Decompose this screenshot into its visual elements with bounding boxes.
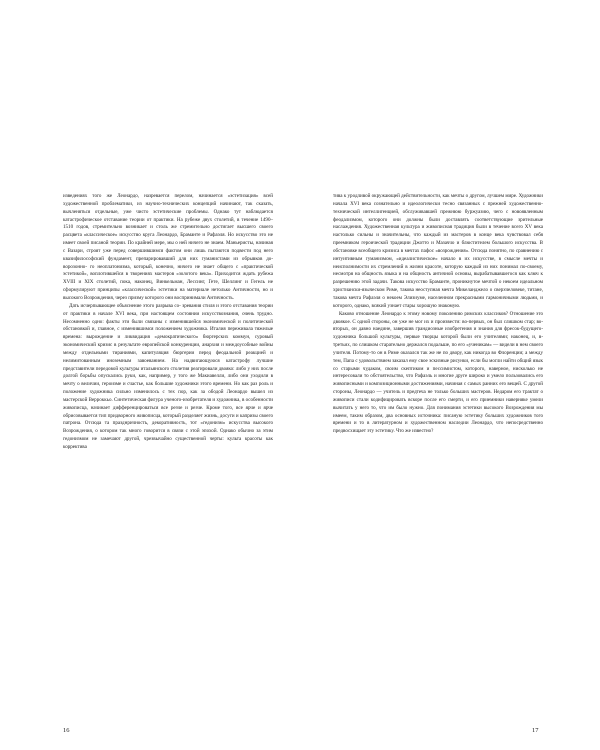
left-paragraph-2: Дать исчерпывающее объяснение этого разрыва со- зревания стиля и этого отставания теории от практики в начале XVI века, при настоящем состоянии искусствознания, очень трудно. Несомненно одно: факты эти были связаны с изменившейся экономической и политической обстановкой и, главное, с изменившимся положением художника. Италия переживала тяжелые времена: вырождение и ликвидация «демократического» бюргерских коммун, суровый экономический кризис в результате европейской конкуренции, анархия и междоусобные войны между отдельными тираниями, капитуляция бюргерии перед феодальной реакцией и нелимитованным иноземным завоеванием. На надвигающуюся катастрофу лучшие представители передовой культуры итальянского столетия реагировали двояко: либо у них после долгой борьбы опускались руки, как, например, у того же Макиавелли, либо они уходили в мечту о величии, героизме и счастье, как большие художники этого времени. Но как раз роль и положение художника сильно изменилось с тех пор, как за ободой Леонардо вышел из мастерской Верроккьо. Синтетическая фигура ученого-изобретателя и художника, в особенности живописца, начинает дифференцироваться все резче и резче. Кроме того, все ярче и ярче обрисовывается тип придворного живописца, который разделяет жизнь, досуги и капризы своего патрона. Отсюда та празднричность, декоративность, тот «гедонизм» искусства высокого Возрождения, о котором так много говорится в связи с этой эпохой. Однако обычно за этим гедонизмом не замечают другой, чрезвычайно существенной черты: культа красоты как корректива (63, 302, 273, 450)
left-page-number: 16 (63, 727, 70, 734)
right-page-text (333, 193, 543, 436)
left-page-text (63, 193, 273, 452)
right-paragraph-2: Каково отношение Леонардо к этому новому поколению римских классиков? Отношение это двоякое. С одной стороны, он уже не мог их и произвести: во-первых, он был слишком стар; во-вторых, он давно наедине, завершив грандиозные изобретения и знания для фресок-будущего-художника большой культуры, первые творцы которой были его учителями; наконец, и, в-третьих, по слишком старательно держался подальше, по его «ученикам» — видели в нем своего учителя. Потому-то он в Риме оказался так же не по двору, как никогда во Флоренции; а между тем, Папа с удовольствием заказал ему свое эскизные рисунки, если бы могли найти общий язык со старыми чудаком, своим скептиком и пессимистом, которого, наверное, нисколько не интересовали то обстоятельство, что Рафаэль и многие друге широко и умело пользовались его живописными и композиционными достижениями, начиная с самых ранних его вещей. С другой стороны, Леонардо — учитель и предтеча не только больших мастеров. Недаром его трактат о живописи стали кодифицировать вскоре после его смерти, и его приемники наверняке умели вычитать у него то, что им было нужно. Для понимания эстетики высокого Возрождения мы имеем, таким образом, два основных источника: писаную эстетику больших художников того времени и то в литературном и художественном наследии Леонардо, что непосредственно предвосхищает эту эстетику. Что же известно? (333, 310, 543, 435)
left-paragraph-1: изведениях того же Леонардо, назревается перелом, начинается «эстетизация» всей художественной проблематики, из научно-технических концепций начинают, так сказать, вычленяться отдельные, уже чисто эстетические проблемы. Однако тут наблюдается катастрофическое отставание теории от практики. На рубеже двух столетий, в течение 1490–1510 годов, стремительно возникает и столь же стремительно достигает высшего своего расцвета «классическое» искусство круга Леонардо, Браманте и Рафаэля. Но искусство это не имеет своей писаной теории. По крайней мере, мы о ней ничего не знаем. Маньеристы, начиная с Вазари, строят уже перед совершившимся фактом они лишь пытаются подвести под него квазифилософский фундамент, препарировавший для них гуманистами из обрывков до-ворозонно- го неоплатонизма, который, конечно, ничего не знает общего с «практической эстетикой», воплотившейся в творениях мастеров «золотого века». Приходится ждать рубежа XVIII и XIX столетий, пока, наконец, Винкельман, Лессинг, Гете, Шеллинг и Гегель не сформулируют принципы «классической» эстетики на материале нетолько Античности, но и высокого Возрождения, через призму которого они воспринимали Античность. (63, 193, 273, 301)
right-page-number: 17 (532, 727, 539, 734)
right-paragraph-1: тива к уродливой окружающей действительности, как мечты о другом, лучшем мире. Художники начала XVI века сознательно и идеологически тесно связанных с прежней художественно-технической интеллигенцией, обслуживавшей прежнюю буржуазию, чего с новоявленным феодализмом, которого они должны были доставлять соответствующие зрительные наслаждения. Художественная культура и живописная традиция были в течение всего XV века настолько сильны и значительны, что каждый из мастеров в конце века чувствовал себя преемником героической традиции Джотто и Мазаччо и блюстителем большого искусства. В обстановке всеобщего кризиса в мечтах пафос «возрождения». Отсюда понятно, по сравнению с интуитивным гуманизмом, «идеалистическое» начало в их искусстве, в смысле мечты и неисполнимости их стремлений в жизни красоте, которую каждый из них понимал по-своему, несмотря на общность языка и на общность античной основы, вырабатывавшегося как ключ к разрешению этой задачи. Такова искусство Браманте, проникнутое мечтой о некоем идеальном христиански-языческом Риме, такова неоступная мечта Микеланджело о сверхчеловеке, титане, такова мечта Рафаэля о некоем Элизиуме, населенном прекрасными гармоничными людьми, и которого, однако, всякий узнает стары хорошую знакомую. (333, 193, 543, 309)
